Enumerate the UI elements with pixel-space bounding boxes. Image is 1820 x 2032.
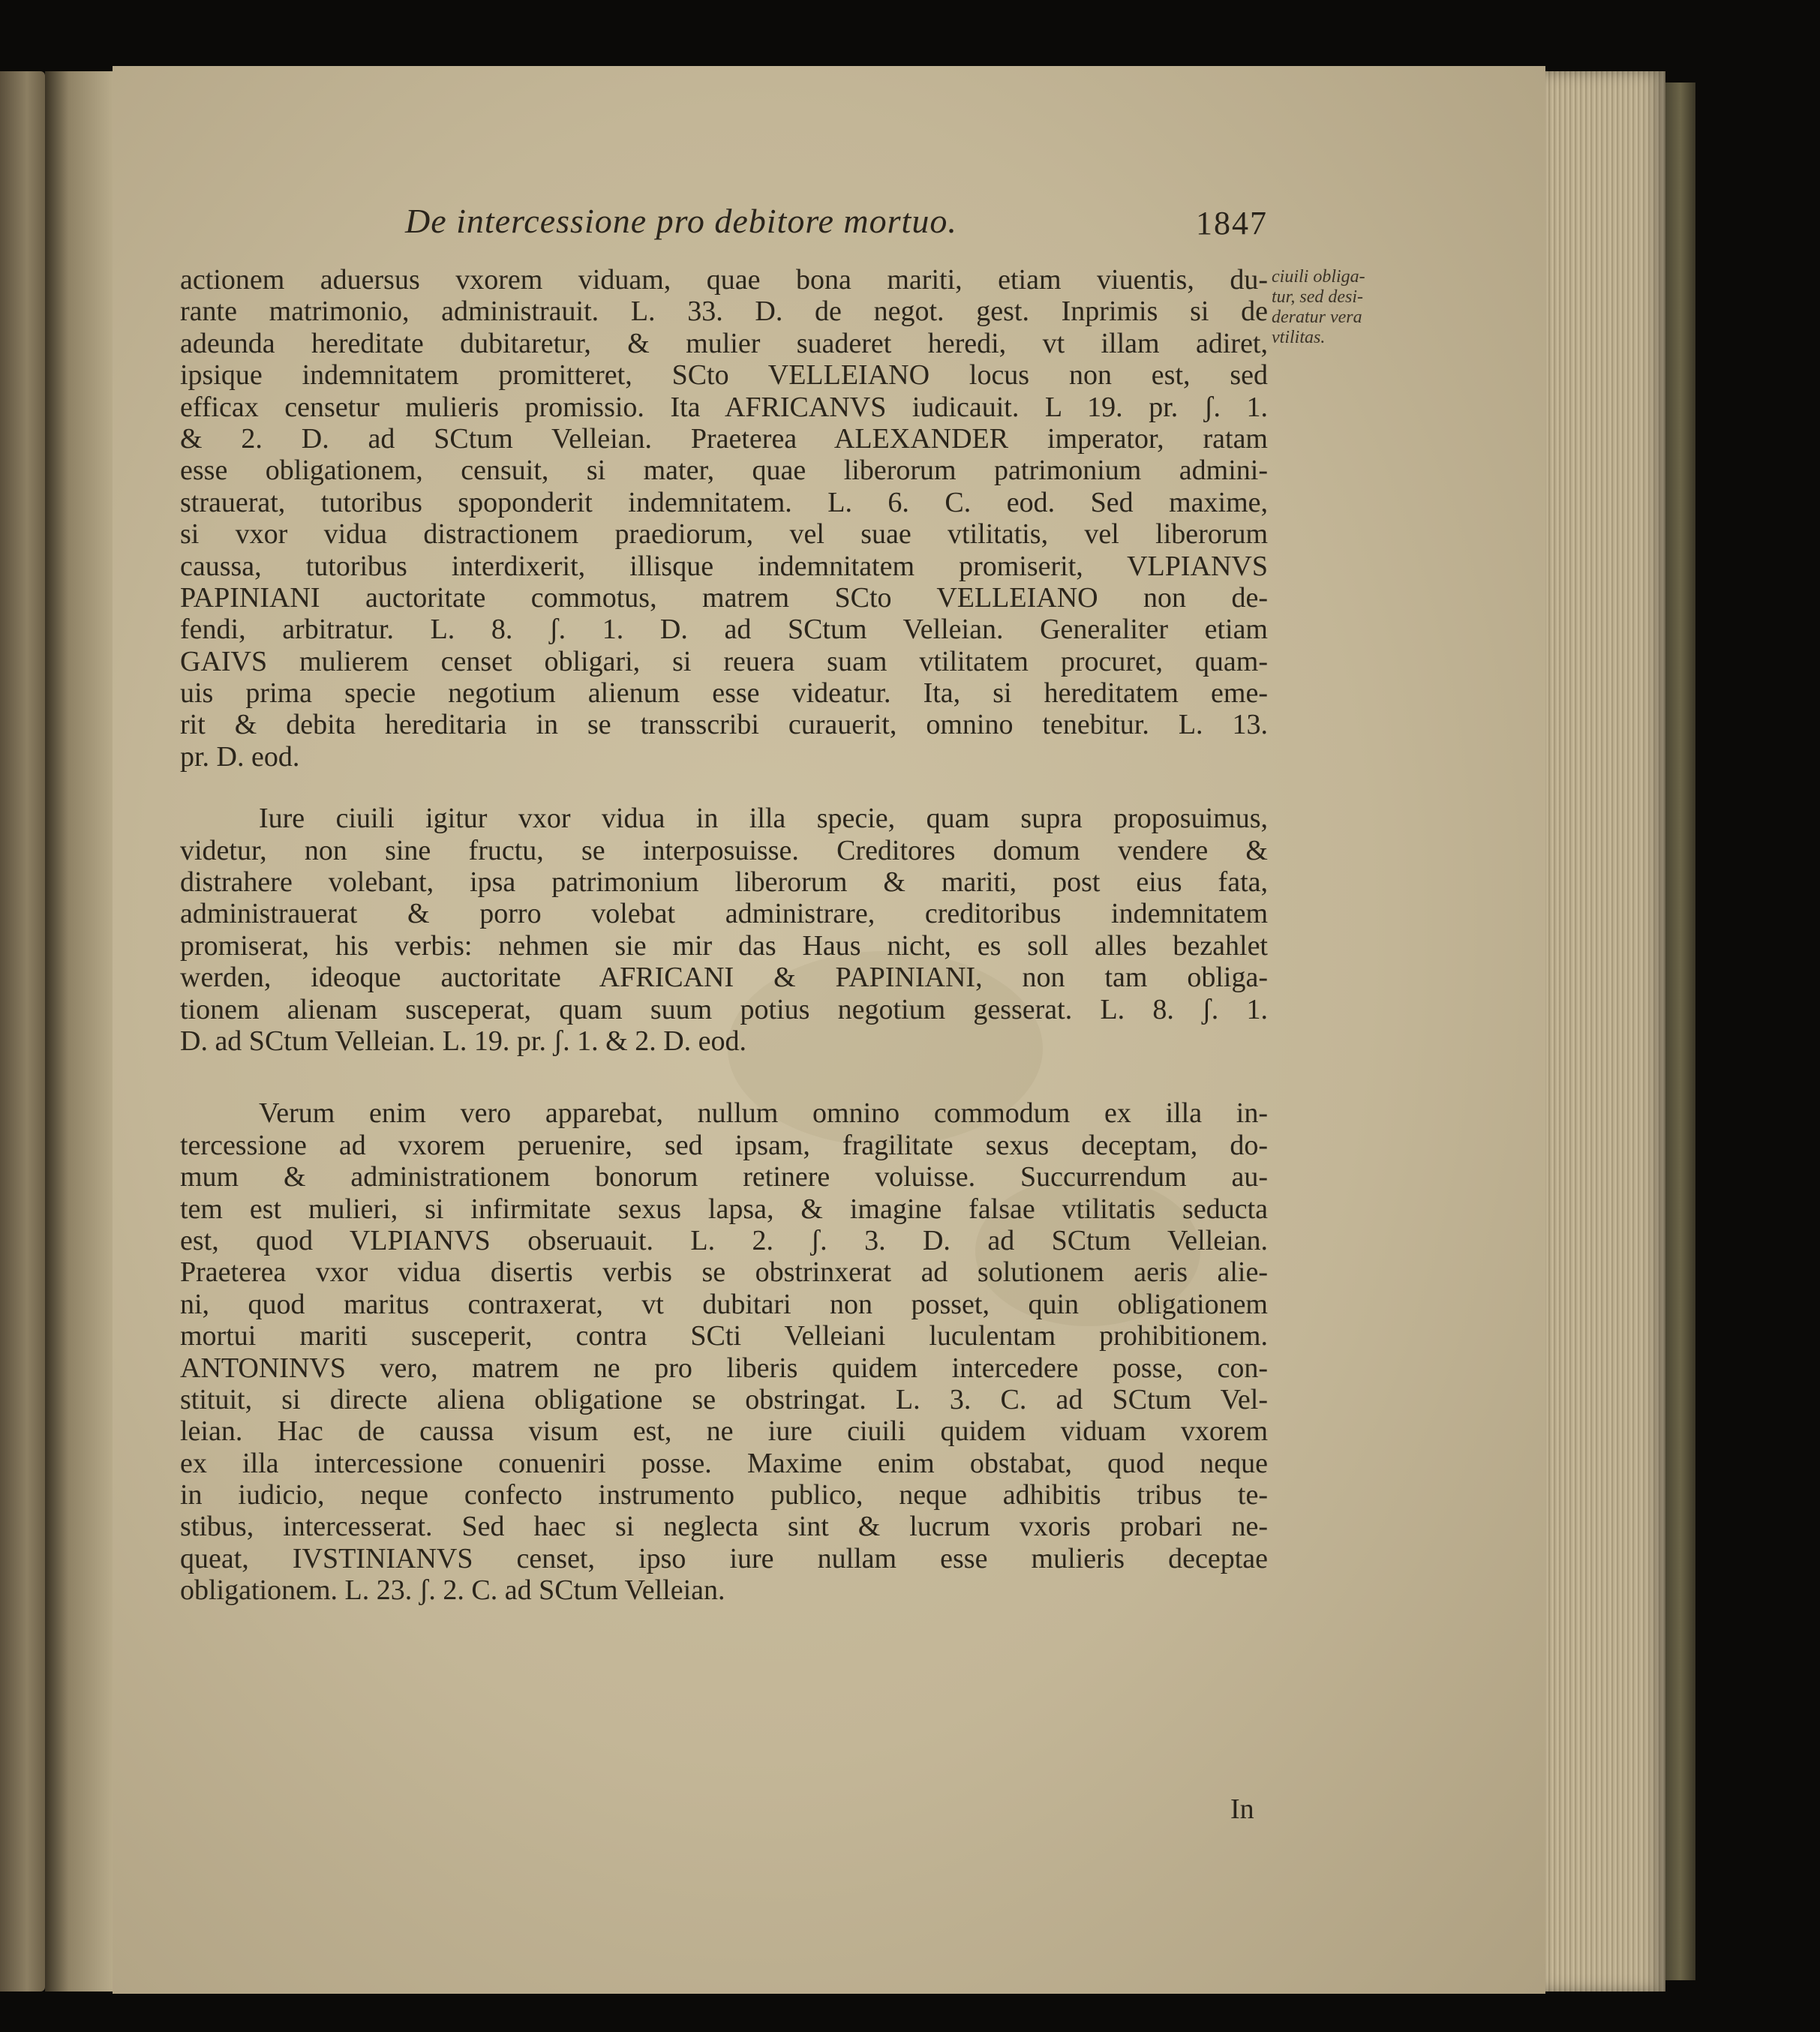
text-line: adeunda hereditate dubitaretur, & mulier suaderet heredi, vt illam adiret, <box>180 327 1268 359</box>
catchword: In <box>1230 1793 1254 1825</box>
text-line: leian. Hac de caussa visum est, ne iure ciuili quidem viduam vxorem <box>180 1415 1268 1448</box>
margin-note-line: vtilitas. <box>1272 328 1326 347</box>
text-line: ANTONINVS vero, matrem ne pro liberis quidem intercedere posse, con- <box>180 1352 1268 1384</box>
text-line: promiserat, his verbis: nehmen sie mir das Haus nicht, es soll alles bezahlet <box>180 929 1268 962</box>
text-line: videtur, non sine fructu, se interposuisse. Creditores domum vendere & <box>180 834 1268 866</box>
text-line: tionem alienam susceperat, quam suum potius negotium gesserat. L. 8. ʃ. 1. <box>180 993 1268 1025</box>
text-line: ipsique indemnitatem promitteret, SCto VELLEIANO locus non est, sed <box>180 359 1268 392</box>
book-gutter <box>45 71 113 1991</box>
text-line: strauerat, tutoribus spoponderit indemnitatem. L. 6. C. eod. Sed maxime, <box>180 486 1268 518</box>
paragraph-2 <box>180 803 1268 1057</box>
paragraph-1 <box>180 264 1268 773</box>
text-line: obligationem. L. 23. ʃ. 2. C. ad SCtum Velleian. <box>180 1574 725 1607</box>
margin-note-line: tur, sed desi- <box>1272 287 1363 307</box>
book-cover-edge <box>1665 83 1695 1980</box>
text-line: uis prima specie negotium alienum esse videatur. Ita, si hereditatem eme- <box>180 677 1268 710</box>
text-line: tercessione ad vxorem peruenire, sed ipsam, fragilitate sexus deceptam, do- <box>180 1129 1268 1161</box>
previous-page-edge <box>0 71 45 1991</box>
text-line: & 2. D. ad SCtum Velleian. Praeterea ALEXANDER imperator, ratam <box>180 422 1268 455</box>
text-line: mortui mariti susceperit, contra SCti Velleiani luculentam prohibitionem. <box>180 1320 1268 1352</box>
text-line: distrahere volebant, ipsa patrimonium liberorum & mariti, post eius fata, <box>180 866 1268 899</box>
text-line: Iure ciuili igitur vxor vidua in illa specie, quam supra proposuimus, <box>259 803 1268 835</box>
page-number: 1847 <box>1196 205 1268 242</box>
text-line: stituit, si directe aliena obligatione se obstringat. L. 3. C. ad SCtum Vel- <box>180 1383 1268 1415</box>
running-head: De intercessione pro debitore mortuo. <box>405 202 957 240</box>
margin-note-line: ciuili obliga- <box>1272 267 1365 287</box>
text-line: efficax censetur mulieris promissio. Ita AFRICANVS iudicauit. L 19. pr. ʃ. 1. <box>180 391 1268 423</box>
text-line: werden, ideoque auctoritate AFRICANI & PAPINIANI, non tam obliga- <box>180 962 1268 994</box>
margin-note-line: deratur vera <box>1272 308 1362 327</box>
text-line: queat, IVSTINIANVS censet, ipso iure nullam esse mulieris deceptae <box>180 1542 1268 1574</box>
body-text <box>180 264 1268 1607</box>
text-line: GAIVS mulierem censet obligari, si reuera suam vtilitatem procuret, quam- <box>180 645 1268 677</box>
text-line: fendi, arbitratur. L. 8. ʃ. 1. D. ad SCtum Velleian. Generaliter etiam <box>180 614 1268 646</box>
text-line: actionem aduersus vxorem viduam, quae bona mariti, etiam viuentis, du- <box>180 264 1268 296</box>
text-line: Verum enim vero apparebat, nullum omnino commodum ex illa in- <box>259 1097 1268 1130</box>
text-line: rante matrimonio, administrauit. L. 33. D. de negot. gest. Inprimis si de <box>180 296 1268 328</box>
text-line: mum & administrationem bonorum retinere voluisse. Succurrendum au- <box>180 1161 1268 1193</box>
text-line: Praeterea vxor vidua disertis verbis se obstrinxerat ad solutionem aeris alie- <box>180 1256 1268 1289</box>
text-line: D. ad SCtum Velleian. L. 19. pr. ʃ. 1. & 2. D. eod. <box>180 1025 747 1057</box>
text-line: ni, quod maritus contraxerat, vt dubitari non posset, quin obligationem <box>180 1288 1268 1320</box>
page-block-edges <box>1545 71 1665 1991</box>
text-line: administrauerat & porro volebat administrare, creditoribus indemnitatem <box>180 898 1268 930</box>
text-line: stibus, intercesserat. Sed haec si neglecta sint & lucrum vxoris probari ne- <box>180 1511 1268 1543</box>
text-line: est, quod VLPIANVS obseruauit. L. 2. ʃ. 3. D. ad SCtum Velleian. <box>180 1224 1268 1256</box>
text-line: rit & debita hereditaria in se transscribi curauerit, omnino tenebitur. L. 13. <box>180 709 1268 741</box>
text-line: si vxor vidua distractionem praediorum, vel suae vtilitatis, vel liberorum <box>180 518 1268 551</box>
paragraph-3 <box>180 1097 1268 1606</box>
text-line: tem est mulieri, si infirmitate sexus lapsa, & imagine falsae vtilitatis seducta <box>180 1193 1268 1225</box>
text-line: ex illa intercessione conueniri posse. Maxime enim obstabat, quod neque <box>180 1447 1268 1479</box>
margin-note <box>1272 267 1407 348</box>
text-line: esse obligationem, censuit, si mater, quae liberorum patrimonium admini- <box>180 455 1268 487</box>
text-line: PAPINIANI auctoritate commotus, matrem SCto VELLEIANO non de- <box>180 581 1268 614</box>
text-line: caussa, tutoribus interdixerit, illisque indemnitatem promiserit, VLPIANVS <box>180 550 1268 582</box>
page-header <box>405 201 1268 261</box>
text-line: in iudicio, neque confecto instrumento publico, neque adhibitis tribus te- <box>180 1479 1268 1511</box>
text-line: pr. D. eod. <box>180 740 300 773</box>
